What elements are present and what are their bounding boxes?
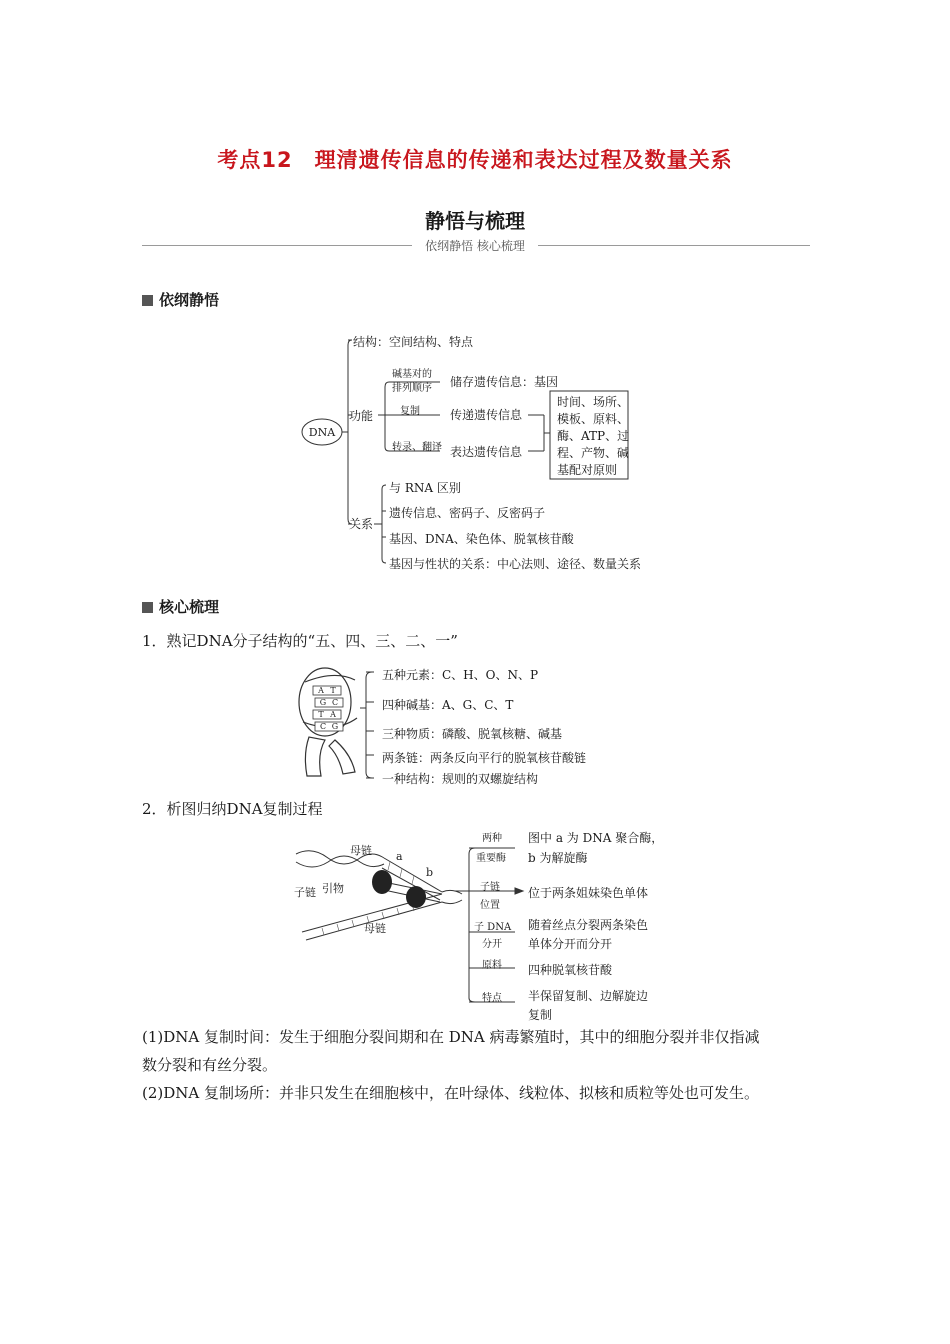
svg-text:A: A (318, 686, 324, 695)
branch-3-text-2: 单体分开而分开 (528, 937, 613, 951)
paragraph-2: (2)DNA 复制场所：并非只发生在细胞核中，在叶绿体、线粒体、拟核和质粒等处也可发生。 (142, 1084, 760, 1102)
replication-figure (292, 832, 472, 942)
square-bullet-icon (142, 602, 153, 613)
branch-1-label-1: 两种 (482, 833, 502, 844)
branch-5-text-2: 复制 (528, 1008, 553, 1022)
mindmap-store: 储存遗传信息：基因 (450, 375, 559, 389)
branch-2-label-2: 位置 (480, 900, 500, 911)
svg-text:T: T (318, 710, 324, 719)
branch-3-label-2: 分开 (482, 939, 502, 950)
mindmap-box: 时间、场所、 模板、原料、 酶、ATP、过 程、产物、碱 基配对原则 (557, 395, 630, 477)
svg-text:母链: 母链 (364, 922, 386, 935)
section-title: 静悟与梳理 (425, 209, 525, 233)
branch-1-label-2: 重要酶 (476, 853, 506, 864)
structure-item-5: 一种结构：规则的双螺旋结构 (382, 772, 539, 786)
helicase-b (406, 886, 426, 908)
section-subtitle: 依纲静悟 核心梳理 (425, 239, 525, 253)
branch-5-text-1: 半保留复制、边解旋边 (528, 989, 649, 1003)
mindmap-replicate: 复制 (400, 406, 420, 417)
branch-2-label-1: 子链 (480, 882, 500, 893)
polymerase-a (372, 870, 392, 894)
item1-title: 1．熟记DNA分子结构的“五、四、三、二、一” (142, 632, 458, 650)
branch-4-text-1: 四种脱氧核苷酸 (528, 963, 613, 977)
mindmap-relation-1: 与 RNA 区别 (389, 481, 461, 495)
mindmap-root: DNA (308, 426, 336, 439)
branch-1-text-2: b 为解旋酶 (528, 851, 588, 865)
mindmap-relation-3: 基因、DNA、染色体、脱氧核苷酸 (389, 532, 574, 546)
item2-title: 2．析图归纳DNA复制过程 (142, 800, 323, 818)
mindmap-relation-4: 基因与性状的关系：中心法则、途径、数量关系 (389, 557, 642, 571)
branch-3-label-1: 子 DNA (474, 922, 512, 933)
svg-text:b: b (426, 866, 434, 879)
base-pairs (313, 686, 343, 731)
paragraph-1: (1)DNA 复制时间：发生于细胞分裂间期和在 DNA 病毒繁殖时，其中的细胞分裂并非仅指减 (142, 1028, 760, 1046)
svg-text:C: C (319, 722, 327, 731)
svg-text:a: a (396, 850, 403, 863)
branch-5-label-1: 特点 (482, 993, 502, 1004)
mindmap-relation-2: 遗传信息、密码子、反密码子 (389, 506, 546, 520)
svg-text:A: A (330, 710, 336, 719)
heading-review: 依纲静悟 (142, 289, 219, 310)
mindmap-base-pair-1: 碱基对的 (392, 369, 432, 380)
branch-2-text-1: 位于两条姐妹染色单体 (528, 886, 649, 900)
svg-text:G: G (331, 722, 339, 731)
structure-item-2: 四种碱基：A、G、C、T (382, 698, 514, 712)
mindmap-transcribe: 转录、翻译 (392, 442, 442, 453)
structure-brace (360, 664, 380, 782)
mindmap-function: 功能 (349, 409, 374, 423)
structure-item-1: 五种元素：C、H、O、N、P (382, 668, 539, 682)
svg-text:T: T (330, 686, 336, 695)
mindmap-transmit: 传递遗传信息 (450, 408, 523, 422)
mindmap-express: 表达遗传信息 (450, 445, 523, 459)
svg-text:母链: 母链 (350, 844, 372, 857)
svg-text:子链: 子链 (294, 886, 316, 899)
structure-item-3: 三种物质：磷酸、脱氧核糖、碱基 (382, 727, 563, 741)
mindmap-structure: 结构：空间结构、特点 (353, 335, 474, 349)
structure-item-4: 两条链：两条反向平行的脱氧核苷酸链 (382, 751, 587, 765)
svg-text:引物: 引物 (322, 882, 344, 895)
mindmap-relation: 关系 (349, 517, 374, 531)
square-bullet-icon (142, 295, 153, 306)
heading-core: 核心梳理 (142, 596, 219, 617)
mindmap-base-pair-2: 排列顺序 (392, 383, 432, 394)
svg-text:C: C (331, 698, 339, 707)
branch-3-text-1: 随着丝点分裂两条染色 (528, 918, 649, 932)
branch-1-text-1: 图中 a 为 DNA 聚合酶， (528, 831, 664, 845)
branch-4-label-1: 原料 (482, 960, 502, 971)
svg-text:G: G (319, 698, 327, 707)
paragraph-1-cont: 数分裂和有丝分裂。 (142, 1056, 278, 1074)
page-title: 考点12 理清遗传信息的传递和表达过程及数量关系 (217, 148, 733, 172)
